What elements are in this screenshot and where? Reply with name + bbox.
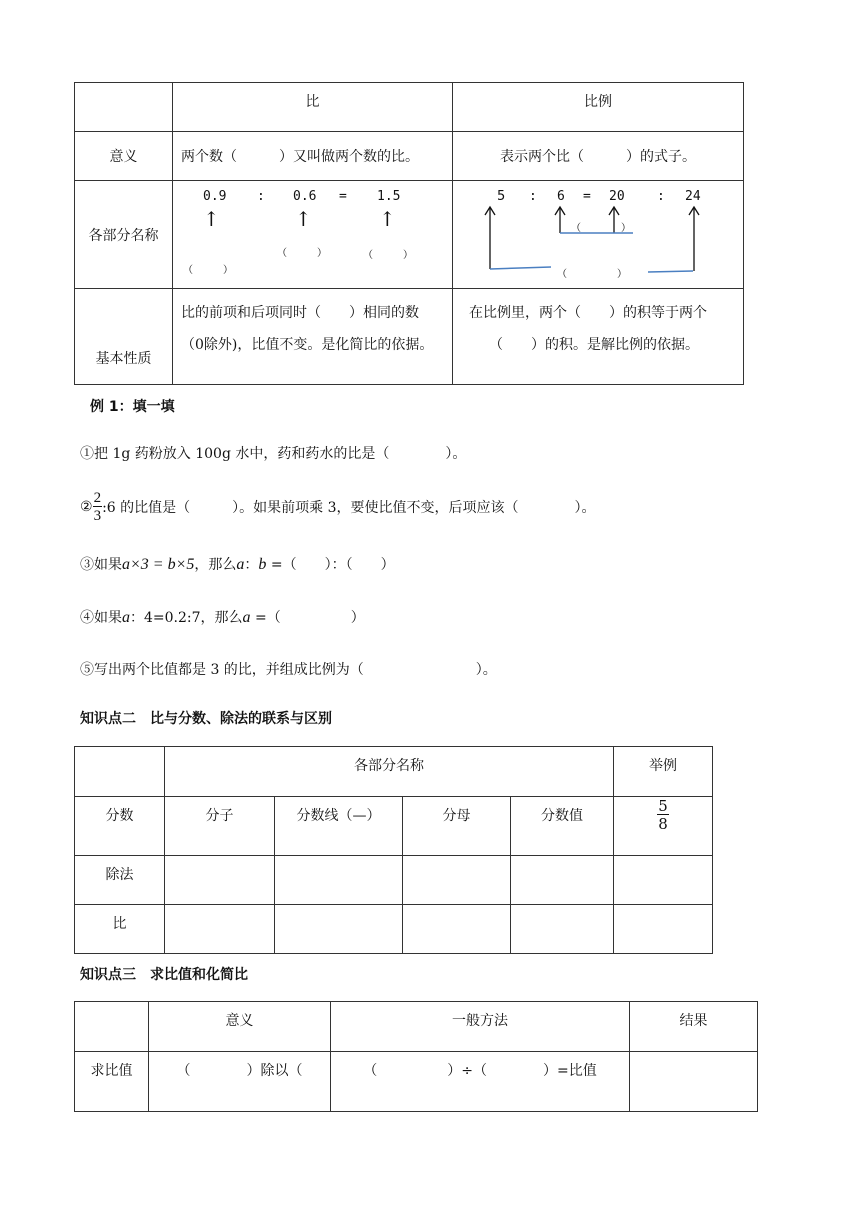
section2-cell xyxy=(614,856,713,905)
proportion-term-d: 24 xyxy=(685,189,701,204)
ratio-value-table xyxy=(74,1001,758,1112)
ratio-property xyxy=(173,289,453,385)
question-1: ①把 1g 药粉放入 100g 水中，药和药水的比是（ ）。 xyxy=(80,446,467,462)
table1-header-proportion: 比例 xyxy=(453,83,744,132)
section2-row-label: 比 xyxy=(75,905,165,954)
example-numerator: 5 xyxy=(658,797,668,815)
table1-row-label-property: 基本性质 xyxy=(75,289,173,385)
section2-cell xyxy=(165,905,275,954)
section2-header-blank xyxy=(75,747,165,797)
section2-cell: 分母 xyxy=(403,797,511,856)
proportion-colon-2: : xyxy=(657,189,665,204)
ratio-term-a: 0.9 xyxy=(203,189,227,204)
table1-row-label-parts: 各部分名称 xyxy=(75,181,173,289)
ratio-equals: = xyxy=(339,189,347,204)
ratio-term-b: 0.6 xyxy=(293,189,317,204)
ratio-proportion-table xyxy=(74,82,744,385)
question-5: ⑤写出两个比值都是 3 的比，并组成比例为（ ）。 xyxy=(80,662,497,678)
section3-header-blank xyxy=(75,1002,149,1052)
q3-end: =（ ）：（ ） xyxy=(266,557,395,573)
section2-header-example: 举例 xyxy=(614,747,713,797)
q2-numerator: 2 xyxy=(93,489,102,506)
section2-cell xyxy=(403,905,511,954)
table1-row-label-meaning: 意义 xyxy=(75,132,173,181)
ratio-blank-a: （ ） xyxy=(183,265,233,276)
q2-number: ② xyxy=(80,499,93,515)
q3-a: a xyxy=(236,556,245,573)
proportion-diagram xyxy=(453,181,744,289)
proportion-parts-cell xyxy=(453,181,744,289)
section2-cell: 分子 xyxy=(165,797,275,856)
ratio-meaning: 两个数（ ）又叫做两个数的比。 xyxy=(173,132,453,181)
section2-cell: 分数线（—） xyxy=(275,797,403,856)
section3-method: （ ）÷（ ）=比值 xyxy=(331,1052,630,1112)
q4-end: =（ ） xyxy=(250,610,365,626)
section2-example-fraction-cell xyxy=(614,797,713,856)
table1-header-ratio: 比 xyxy=(173,83,453,132)
section2-cell xyxy=(165,856,275,905)
section2-header-parts: 各部分名称 xyxy=(165,747,614,797)
proportion-meaning: 表示两个比（ ）的式子。 xyxy=(453,132,744,181)
section2-cell: 分数值 xyxy=(511,797,614,856)
proportion-property-line: 在比例里，两个（ ）的积等于两个 xyxy=(469,305,707,321)
ratio-value: 1.5 xyxy=(377,189,401,204)
example-title: 例 1：填一填 xyxy=(90,399,175,415)
q4-a: a xyxy=(122,609,130,626)
section2-cell xyxy=(403,856,511,905)
section2-row-label: 分数 xyxy=(75,797,165,856)
ratio-property-line: 比的前项和后项同时（ ）相同的数 xyxy=(181,305,419,321)
section2-cell xyxy=(614,905,713,954)
proportion-colon-1: : xyxy=(529,189,537,204)
arrow-up-icon: ↑ xyxy=(295,207,312,231)
q3-colon: ： xyxy=(244,557,259,573)
q2-fraction xyxy=(93,491,103,524)
proportion-blank-inner: （ ） xyxy=(571,223,631,234)
section3-header-meaning: 意义 xyxy=(149,1002,331,1052)
fraction-division-table xyxy=(74,746,713,954)
section3-meaning: （ ）除以（ xyxy=(149,1052,331,1112)
example-fraction xyxy=(657,799,669,832)
section2-cell xyxy=(511,905,614,954)
ratio-parts-cell xyxy=(173,181,453,289)
q4-prefix: ④如果 xyxy=(80,610,122,626)
q2-text: :6 的比值是（ ）。如果前项乘 3，要使比值不变，后项应该（ ）。 xyxy=(102,500,596,516)
q3-prefix: ③如果 xyxy=(80,557,122,573)
q3-mid: ，那么 xyxy=(194,557,237,573)
q2-denominator: 3 xyxy=(93,507,102,524)
ratio-blank-c: （ ） xyxy=(363,250,413,261)
arrow-up-icon: ↑ xyxy=(203,207,220,231)
proportion-term-a: 5 xyxy=(497,189,506,204)
ratio-blank-b: （ ） xyxy=(277,248,327,259)
arrow-up-icon: ↑ xyxy=(379,207,396,231)
section2-title: 知识点二 比与分数、除法的联系与区别 xyxy=(80,711,332,727)
section3-header-result: 结果 xyxy=(630,1002,758,1052)
proportion-term-c: 20 xyxy=(609,189,625,204)
table1-header-blank xyxy=(75,83,173,132)
section3-result xyxy=(630,1052,758,1112)
question-2 xyxy=(80,484,596,530)
section3-header-method: 一般方法 xyxy=(331,1002,630,1052)
section3-title: 知识点三 求比值和化简比 xyxy=(80,967,248,983)
q3-b: b xyxy=(258,556,267,573)
ratio-diagram xyxy=(173,181,453,289)
question-3 xyxy=(80,554,395,574)
q4-a2: a xyxy=(242,609,251,626)
proportion-term-b: 6 xyxy=(557,189,565,204)
section2-row-label: 除法 xyxy=(75,856,165,905)
proportion-property xyxy=(453,289,744,385)
q4-mid: ：4=0.2:7，那么 xyxy=(130,610,243,626)
q3-expression: a×3 = b×5 xyxy=(122,556,195,573)
proportion-equals: = xyxy=(583,189,591,204)
section2-cell xyxy=(511,856,614,905)
ratio-colon: : xyxy=(257,189,265,204)
question-4 xyxy=(80,607,365,627)
proportion-property-line: （ ）的积。是解比例的依据。 xyxy=(489,337,699,353)
section3-row-label: 求比值 xyxy=(75,1052,149,1112)
example-denominator: 8 xyxy=(658,815,668,833)
section2-cell xyxy=(275,856,403,905)
section2-cell xyxy=(275,905,403,954)
ratio-property-line: （0除外)，比值不变。是化简比的依据。 xyxy=(181,337,434,353)
proportion-blank-outer: （ ） xyxy=(557,269,627,280)
